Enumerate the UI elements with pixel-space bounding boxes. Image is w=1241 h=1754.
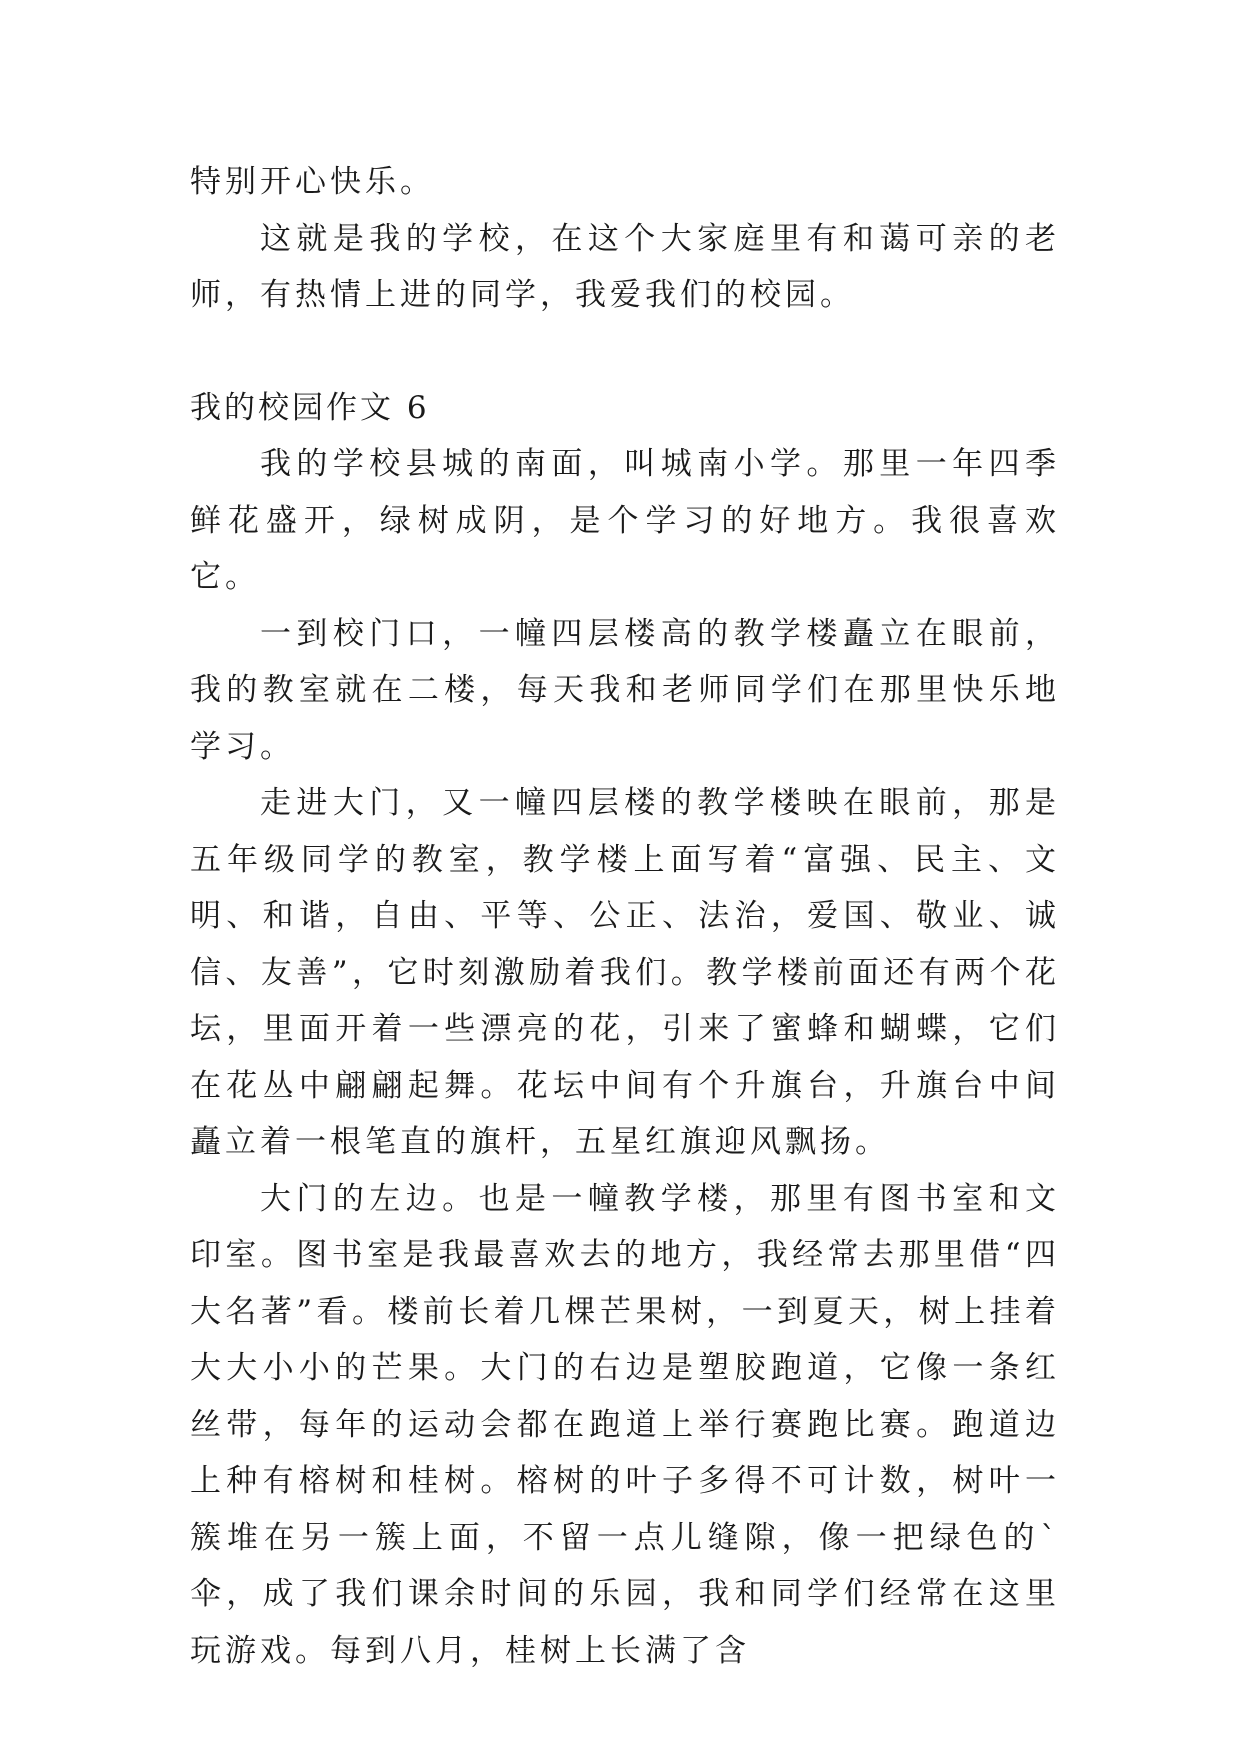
paragraph-continuation: 特别开心快乐。 [190, 164, 435, 200]
document-body [190, 154, 1060, 1679]
paragraph-school-location: 我的学校县城的南面，叫城南小学。那里一年四季鲜花盛开，绿树成阴，是个学习的好地方。我很喜欢它。 [190, 446, 1060, 595]
section-title: 我的校园作文 6 [190, 389, 430, 426]
paragraph-left-of-gate: 大门的左边。也是一幢教学楼，那里有图书室和文印室。图书室是我最喜欢去的地方，我经常去那里借“四大名著”看。楼前长着几棵芒果树，一到夏天，树上挂着大大小小的芒果。大门的右边是塑胶跑道，它像一条红丝带，每年的运动会都在跑道上举行赛跑比赛。跑道边上种有榕树和桂树。榕树的叶子多得不可计数，树叶一簇堆在另一簇上面，不留一点儿缝隙，像一把绿色的`伞，成了我们课余时间的乐园，我和同学们经常在这里玩游戏。每到八月，桂树上长满了含 [190, 1180, 1060, 1669]
paragraph-teaching-building: 走进大门，又一幢四层楼的教学楼映在眼前，那是五年级同学的教室，教学楼上面写着“富强、民主、文明、和谐，自由、平等、公正、法治，爱国、敬业、诚信、友善”，它时刻激励着我们。教学楼前面还有两个花坛，里面开着一些漂亮的花，引来了蜜蜂和蝴蝶，它们在花丛中翩翩起舞。花坛中间有个升旗台，升旗台中间矗立着一根笔直的旗杆，五星红旗迎风飘扬。 [190, 785, 1060, 1160]
paragraph-school-gate: 一到校门口，一幢四层楼高的教学楼矗立在眼前，我的教室就在二楼，每天我和老师同学们在那里快乐地学习。 [190, 615, 1060, 765]
paragraph-school-family: 这就是我的学校，在这个大家庭里有和蔼可亲的老师，有热情上进的同学，我爱我们的校园。 [190, 220, 1060, 313]
